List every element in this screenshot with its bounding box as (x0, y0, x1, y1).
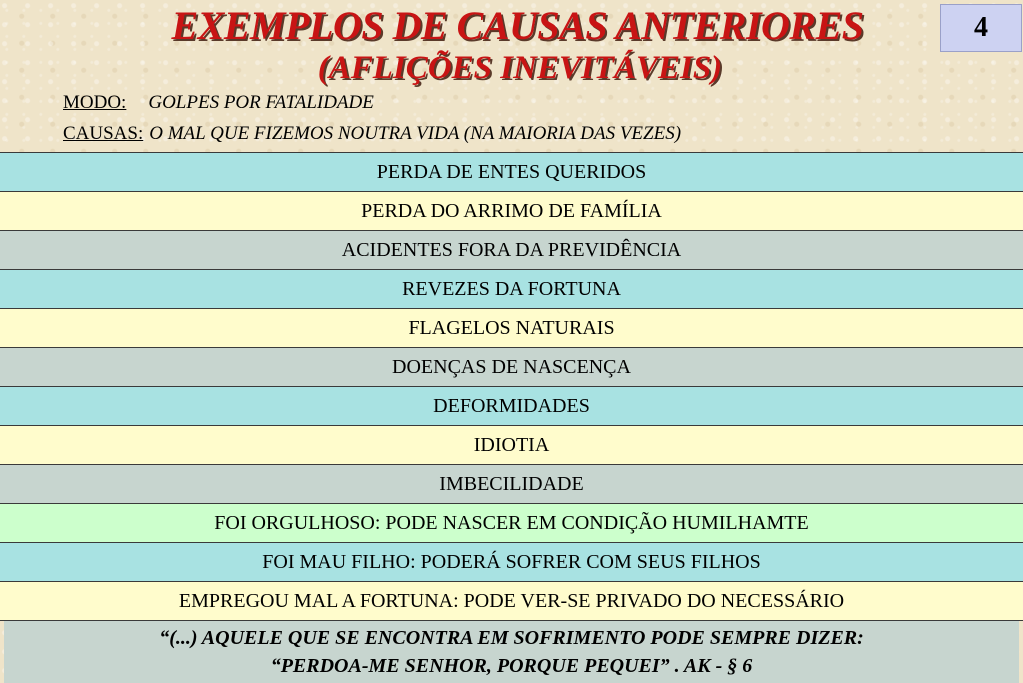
causas-line (63, 123, 681, 145)
slide-number-badge: 4 (940, 4, 1022, 52)
table-row: ACIDENTES FORA DA PREVIDÊNCIA (0, 231, 1023, 270)
causas-value: O MAL QUE FIZEMOS NOUTRA VIDA (NA MAIORIA DAS VEZES) (149, 123, 682, 144)
table-row: DOENÇAS DE NASCENÇA (0, 348, 1023, 387)
table-row: EMPREGOU MAL A FORTUNA: PODE VER-SE PRIVADO DO NECESSÁRIO (0, 582, 1023, 621)
slide-header (0, 0, 1023, 152)
table-row: PERDA DO ARRIMO DE FAMÍLIA (0, 192, 1023, 231)
modo-value: GOLPES POR FATALIDADE (148, 92, 374, 113)
table-row: DEFORMIDADES (0, 387, 1023, 426)
causas-label: CAUSAS: (63, 123, 144, 144)
slide-subtitle: (AFLIÇÕES INEVITÁVEIS) (317, 50, 723, 86)
table-row: REVEZES DA FORTUNA (0, 270, 1023, 309)
quote-box (4, 620, 1019, 683)
table-row: FOI ORGULHOSO: PODE NASCER EM CONDIÇÃO HUMILHAMTE (0, 504, 1023, 543)
quote-line-2: “PERDOA-ME SENHOR, PORQUE PEQUEI” . AK - § 6 (270, 655, 753, 677)
table-row: IDIOTIA (0, 426, 1023, 465)
table-row: FOI MAU FILHO: PODERÁ SOFRER COM SEUS FILHOS (0, 543, 1023, 582)
slide-title: EXEMPLOS DE CAUSAS ANTERIORES (171, 3, 864, 48)
modo-line (63, 92, 374, 114)
table-row: FLAGELOS NATURAIS (0, 309, 1023, 348)
table-row: PERDA DE ENTES QUERIDOS (0, 152, 1023, 192)
examples-table (0, 152, 1023, 621)
modo-label: MODO: (63, 92, 127, 113)
table-row: IMBECILIDADE (0, 465, 1023, 504)
quote-line-1: “(...) AQUELE QUE SE ENCONTRA EM SOFRIMENTO PODE SEMPRE DIZER: (159, 627, 864, 649)
